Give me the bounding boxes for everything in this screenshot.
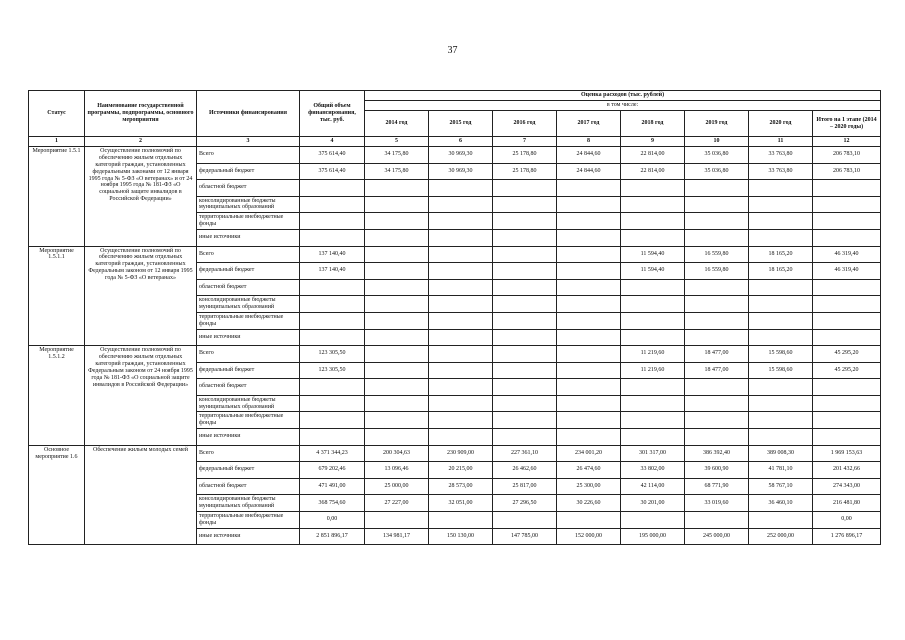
amount-cell <box>557 246 621 263</box>
amount-cell: 389 008,30 <box>749 445 813 462</box>
amount-cell <box>557 395 621 412</box>
amount-cell: 245 000,00 <box>685 528 749 545</box>
amount-cell <box>685 329 749 346</box>
amount-cell <box>300 196 365 213</box>
budget-table-body <box>29 147 881 545</box>
amount-cell <box>557 279 621 296</box>
header-including: в том числе: <box>365 101 881 111</box>
column-number: 11 <box>749 137 813 147</box>
column-number: 5 <box>365 137 429 147</box>
amount-cell <box>685 429 749 446</box>
amount-cell <box>685 180 749 197</box>
amount-cell <box>749 429 813 446</box>
budget-table <box>28 90 881 545</box>
amount-cell: 16 559,80 <box>685 263 749 280</box>
amount-cell: 18 477,00 <box>685 362 749 379</box>
amount-cell: 11 219,60 <box>621 362 685 379</box>
amount-cell <box>749 511 813 528</box>
funding-source: федеральный бюджет <box>197 362 300 379</box>
amount-cell <box>749 329 813 346</box>
column-number-row <box>29 137 881 147</box>
header-year: 2014 год <box>365 111 429 137</box>
amount-cell: 227 361,10 <box>493 445 557 462</box>
amount-cell <box>429 329 493 346</box>
amount-cell <box>300 395 365 412</box>
funding-source: областной бюджет <box>197 180 300 197</box>
amount-cell <box>621 180 685 197</box>
amount-cell <box>493 346 557 363</box>
funding-source: иные источники <box>197 429 300 446</box>
amount-cell: 33 763,80 <box>749 147 813 164</box>
amount-cell: 39 600,90 <box>685 462 749 479</box>
funding-source: консолидированные бюджеты муниципальных образований <box>197 296 300 313</box>
amount-cell <box>813 429 881 446</box>
amount-cell <box>685 412 749 429</box>
amount-cell: 25 178,80 <box>493 163 557 180</box>
amount-cell <box>365 312 429 329</box>
amount-cell <box>813 213 881 230</box>
header-year: 2017 год <box>557 111 621 137</box>
amount-cell <box>621 395 685 412</box>
amount-cell: 18 165,20 <box>749 246 813 263</box>
amount-cell <box>557 329 621 346</box>
amount-cell: 134 981,17 <box>365 528 429 545</box>
amount-cell: 26 474,60 <box>557 462 621 479</box>
amount-cell <box>429 412 493 429</box>
amount-cell <box>300 312 365 329</box>
amount-cell: 0,00 <box>300 511 365 528</box>
header-year: 2015 год <box>429 111 493 137</box>
funding-source: консолидированные бюджеты муниципальных образований <box>197 495 300 512</box>
amount-cell <box>429 230 493 247</box>
header-year: 2016 год <box>493 111 557 137</box>
column-number: 8 <box>557 137 621 147</box>
amount-cell <box>365 296 429 313</box>
amount-cell <box>300 180 365 197</box>
amount-cell <box>365 362 429 379</box>
amount-cell <box>429 395 493 412</box>
amount-cell: 201 432,66 <box>813 462 881 479</box>
column-number: 9 <box>621 137 685 147</box>
amount-cell: 137 140,40 <box>300 263 365 280</box>
funding-source: Всего <box>197 147 300 164</box>
amount-cell <box>749 412 813 429</box>
amount-cell: 137 140,40 <box>300 246 365 263</box>
amount-cell <box>429 213 493 230</box>
amount-cell: 216 481,80 <box>813 495 881 512</box>
amount-cell: 30 969,30 <box>429 147 493 164</box>
amount-cell: 28 573,00 <box>429 478 493 495</box>
amount-cell <box>493 312 557 329</box>
amount-cell <box>493 279 557 296</box>
amount-cell: 206 783,10 <box>813 163 881 180</box>
amount-cell <box>557 296 621 313</box>
amount-cell <box>557 196 621 213</box>
table-row <box>29 246 881 263</box>
amount-cell <box>813 329 881 346</box>
amount-cell: 30 201,00 <box>621 495 685 512</box>
amount-cell: 147 785,00 <box>493 528 557 545</box>
amount-cell <box>493 180 557 197</box>
amount-cell: 36 460,10 <box>749 495 813 512</box>
amount-cell <box>493 395 557 412</box>
amount-cell: 25 300,00 <box>557 478 621 495</box>
amount-cell <box>749 279 813 296</box>
amount-cell <box>365 412 429 429</box>
amount-cell <box>621 312 685 329</box>
amount-cell <box>493 246 557 263</box>
amount-cell <box>557 379 621 396</box>
row-title: Осуществление полномочий по обеспечению жильем отдельных категорий граждан, установленных Федеральным законом от 12 января 1995 года № 5-ФЗ «О ветеранах» <box>85 246 197 346</box>
amount-cell: 471 491,00 <box>300 478 365 495</box>
amount-cell <box>621 279 685 296</box>
amount-cell <box>493 412 557 429</box>
amount-cell: 32 051,00 <box>429 495 493 512</box>
amount-cell <box>749 395 813 412</box>
header-source: Источники финансирования <box>197 91 300 137</box>
amount-cell: 152 000,00 <box>557 528 621 545</box>
amount-cell <box>300 279 365 296</box>
amount-cell <box>621 511 685 528</box>
funding-source: Всего <box>197 445 300 462</box>
amount-cell: 11 594,40 <box>621 246 685 263</box>
amount-cell <box>493 230 557 247</box>
funding-source: федеральный бюджет <box>197 263 300 280</box>
amount-cell: 1 276 896,17 <box>813 528 881 545</box>
amount-cell <box>557 263 621 280</box>
funding-source: иные источники <box>197 329 300 346</box>
amount-cell <box>493 362 557 379</box>
row-status: Мероприятие 1.5.1.1 <box>29 246 85 346</box>
amount-cell <box>365 180 429 197</box>
amount-cell: 45 295,20 <box>813 346 881 363</box>
amount-cell: 35 036,80 <box>685 163 749 180</box>
amount-cell <box>429 296 493 313</box>
amount-cell <box>300 429 365 446</box>
amount-cell: 27 227,00 <box>365 495 429 512</box>
amount-cell <box>621 429 685 446</box>
funding-source: федеральный бюджет <box>197 462 300 479</box>
amount-cell: 24 844,60 <box>557 163 621 180</box>
header-year: 2019 год <box>685 111 749 137</box>
amount-cell: 234 001,20 <box>557 445 621 462</box>
amount-cell: 1 969 153,63 <box>813 445 881 462</box>
amount-cell <box>365 196 429 213</box>
row-title: Осуществление полномочий по обеспечению жильем отдельных категорий граждан, установленных федеральными законами от 12 января 1995 года № 5-ФЗ «О ветеранах» и от 24 ноября 1995 года № 181-ФЗ «О социальной защите инвалидов в Российской Федерации» <box>85 147 197 247</box>
amount-cell <box>429 180 493 197</box>
column-number: 2 <box>85 137 197 147</box>
amount-cell <box>621 379 685 396</box>
amount-cell: 68 771,90 <box>685 478 749 495</box>
amount-cell <box>365 246 429 263</box>
amount-cell <box>493 329 557 346</box>
amount-cell <box>429 379 493 396</box>
row-title: Обеспечение жильем молодых семей <box>85 445 197 545</box>
row-status: Основное мероприятие 1.6 <box>29 445 85 545</box>
amount-cell: 30 226,60 <box>557 495 621 512</box>
amount-cell <box>813 180 881 197</box>
amount-cell <box>365 329 429 346</box>
amount-cell: 123 305,50 <box>300 346 365 363</box>
amount-cell <box>749 196 813 213</box>
amount-cell <box>685 196 749 213</box>
amount-cell <box>749 312 813 329</box>
table-row <box>29 445 881 462</box>
amount-cell: 33 802,00 <box>621 462 685 479</box>
amount-cell <box>813 395 881 412</box>
header-status: Статус <box>29 91 85 137</box>
column-number: 6 <box>429 137 493 147</box>
amount-cell <box>300 213 365 230</box>
amount-cell: 22 814,00 <box>621 163 685 180</box>
amount-cell: 25 000,00 <box>365 478 429 495</box>
amount-cell <box>813 196 881 213</box>
amount-cell: 11 594,40 <box>621 263 685 280</box>
amount-cell: 11 219,60 <box>621 346 685 363</box>
amount-cell <box>621 329 685 346</box>
amount-cell: 375 614,40 <box>300 163 365 180</box>
funding-source: территориальные внебюджетные фонды <box>197 412 300 429</box>
page-number: 37 <box>447 45 458 56</box>
amount-cell: 33 019,60 <box>685 495 749 512</box>
amount-cell <box>685 395 749 412</box>
amount-cell: 20 215,00 <box>429 462 493 479</box>
amount-cell: 2 851 896,17 <box>300 528 365 545</box>
amount-cell <box>557 180 621 197</box>
funding-source: территориальные внебюджетные фонды <box>197 511 300 528</box>
amount-cell <box>300 296 365 313</box>
amount-cell <box>300 379 365 396</box>
amount-cell <box>493 213 557 230</box>
funding-source: Всего <box>197 346 300 363</box>
amount-cell <box>365 230 429 247</box>
column-number: 3 <box>197 137 300 147</box>
funding-source: Всего <box>197 246 300 263</box>
amount-cell <box>685 213 749 230</box>
amount-cell: 230 909,00 <box>429 445 493 462</box>
amount-cell: 15 598,60 <box>749 362 813 379</box>
column-number: 7 <box>493 137 557 147</box>
amount-cell <box>813 296 881 313</box>
amount-cell: 34 175,80 <box>365 163 429 180</box>
amount-cell: 200 304,63 <box>365 445 429 462</box>
amount-cell <box>749 296 813 313</box>
amount-cell <box>813 412 881 429</box>
amount-cell <box>813 312 881 329</box>
table-row <box>29 346 881 363</box>
amount-cell: 4 371 344,23 <box>300 445 365 462</box>
amount-cell <box>685 296 749 313</box>
amount-cell <box>621 213 685 230</box>
amount-cell <box>429 429 493 446</box>
amount-cell <box>429 246 493 263</box>
amount-cell: 25 178,80 <box>493 147 557 164</box>
funding-source: иные источники <box>197 230 300 247</box>
amount-cell: 123 305,50 <box>300 362 365 379</box>
amount-cell: 150 130,00 <box>429 528 493 545</box>
amount-cell: 24 844,60 <box>557 147 621 164</box>
amount-cell <box>493 296 557 313</box>
amount-cell <box>365 379 429 396</box>
table-row <box>29 147 881 164</box>
column-number: 1 <box>29 137 85 147</box>
amount-cell <box>493 263 557 280</box>
funding-source: консолидированные бюджеты муниципальных образований <box>197 395 300 412</box>
funding-source: областной бюджет <box>197 279 300 296</box>
amount-cell <box>429 346 493 363</box>
amount-cell <box>493 196 557 213</box>
amount-cell: 301 317,00 <box>621 445 685 462</box>
amount-cell <box>557 362 621 379</box>
amount-cell: 22 814,00 <box>621 147 685 164</box>
amount-cell <box>365 346 429 363</box>
header-year: 2018 год <box>621 111 685 137</box>
amount-cell <box>621 230 685 247</box>
amount-cell <box>557 312 621 329</box>
funding-source: территориальные внебюджетные фонды <box>197 312 300 329</box>
amount-cell <box>365 213 429 230</box>
header-title: Наименование государственной программы, подпрограммы, основного мероприятия <box>85 91 197 137</box>
amount-cell <box>493 511 557 528</box>
amount-cell <box>685 230 749 247</box>
amount-cell <box>429 263 493 280</box>
column-number: 4 <box>300 137 365 147</box>
funding-source: территориальные внебюджетные фонды <box>197 213 300 230</box>
column-number: 12 <box>813 137 881 147</box>
amount-cell: 252 000,00 <box>749 528 813 545</box>
funding-source: областной бюджет <box>197 379 300 396</box>
amount-cell: 41 781,10 <box>749 462 813 479</box>
amount-cell: 206 783,10 <box>813 147 881 164</box>
amount-cell: 45 295,20 <box>813 362 881 379</box>
amount-cell <box>749 230 813 247</box>
amount-cell <box>493 429 557 446</box>
funding-source: иные источники <box>197 528 300 545</box>
amount-cell: 25 817,00 <box>493 478 557 495</box>
amount-cell: 18 477,00 <box>685 346 749 363</box>
amount-cell: 46 319,40 <box>813 263 881 280</box>
amount-cell: 16 559,80 <box>685 246 749 263</box>
amount-cell <box>749 379 813 396</box>
header-year: 2020 год <box>749 111 813 137</box>
amount-cell <box>621 296 685 313</box>
amount-cell <box>365 429 429 446</box>
amount-cell <box>557 511 621 528</box>
amount-cell <box>300 329 365 346</box>
amount-cell <box>429 511 493 528</box>
amount-cell <box>685 279 749 296</box>
amount-cell: 13 096,46 <box>365 462 429 479</box>
amount-cell: 33 763,80 <box>749 163 813 180</box>
amount-cell <box>429 196 493 213</box>
amount-cell: 274 343,00 <box>813 478 881 495</box>
amount-cell: 368 754,60 <box>300 495 365 512</box>
row-status: Мероприятие 1.5.1.2 <box>29 346 85 446</box>
amount-cell <box>813 230 881 247</box>
amount-cell <box>365 263 429 280</box>
amount-cell <box>300 412 365 429</box>
amount-cell <box>621 412 685 429</box>
amount-cell <box>300 230 365 247</box>
amount-cell <box>493 379 557 396</box>
amount-cell: 27 296,50 <box>493 495 557 512</box>
amount-cell <box>429 312 493 329</box>
amount-cell: 46 319,40 <box>813 246 881 263</box>
amount-cell: 18 165,20 <box>749 263 813 280</box>
row-status: Мероприятие 1.5.1 <box>29 147 85 247</box>
amount-cell <box>557 230 621 247</box>
amount-cell: 42 114,00 <box>621 478 685 495</box>
amount-cell <box>813 279 881 296</box>
header-stage-total: Итого на 1 этапе (2014 – 2020 годы) <box>813 111 881 137</box>
amount-cell: 34 175,80 <box>365 147 429 164</box>
amount-cell <box>813 379 881 396</box>
amount-cell <box>557 346 621 363</box>
funding-source: федеральный бюджет <box>197 163 300 180</box>
amount-cell <box>365 395 429 412</box>
header-total: Общий объем финансирования, тыс. руб. <box>300 91 365 137</box>
amount-cell: 15 598,60 <box>749 346 813 363</box>
header-estimate: Оценка расходов (тыс. рублей) <box>365 91 881 101</box>
amount-cell: 375 614,40 <box>300 147 365 164</box>
funding-source: областной бюджет <box>197 478 300 495</box>
amount-cell: 679 202,46 <box>300 462 365 479</box>
amount-cell: 26 462,60 <box>493 462 557 479</box>
amount-cell <box>429 362 493 379</box>
amount-cell: 0,00 <box>813 511 881 528</box>
amount-cell <box>557 429 621 446</box>
amount-cell: 30 969,30 <box>429 163 493 180</box>
amount-cell <box>749 180 813 197</box>
amount-cell: 35 036,80 <box>685 147 749 164</box>
amount-cell <box>685 312 749 329</box>
amount-cell <box>365 279 429 296</box>
amount-cell: 386 392,40 <box>685 445 749 462</box>
amount-cell <box>621 196 685 213</box>
funding-source: консолидированные бюджеты муниципальных образований <box>197 196 300 213</box>
amount-cell <box>685 379 749 396</box>
row-title: Осуществление полномочий по обеспечению жильем отдельных категорий граждан, установленных Федеральным законом от 24 ноября 1995 года № 181-ФЗ «О социальной защите инвалидов в Российской Федерации» <box>85 346 197 446</box>
amount-cell <box>557 213 621 230</box>
amount-cell: 195 000,00 <box>621 528 685 545</box>
amount-cell <box>685 511 749 528</box>
amount-cell: 58 767,10 <box>749 478 813 495</box>
column-number: 10 <box>685 137 749 147</box>
amount-cell <box>557 412 621 429</box>
amount-cell <box>365 511 429 528</box>
amount-cell <box>749 213 813 230</box>
amount-cell <box>429 279 493 296</box>
